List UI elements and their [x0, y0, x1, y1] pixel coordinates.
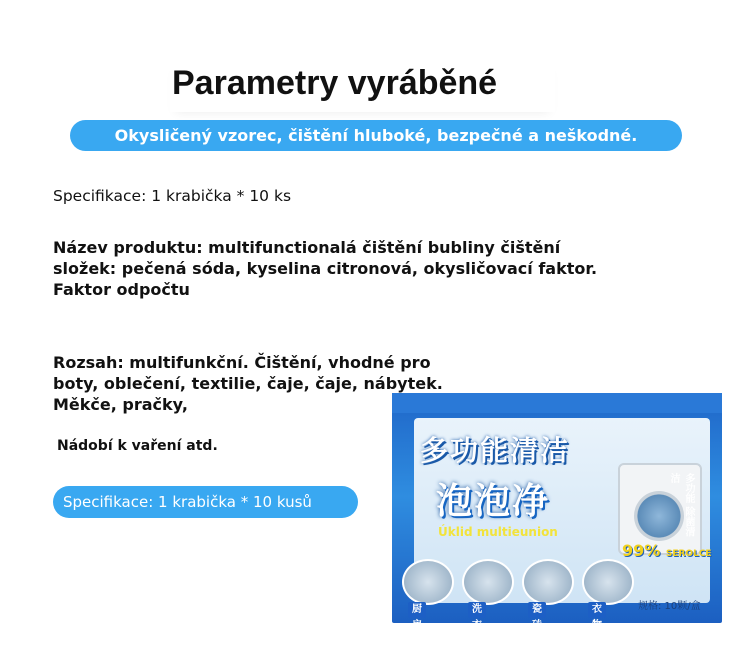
spec-line: Specifikace: 1 krabička * 10 ks	[53, 187, 292, 205]
highlight-banner: Okysličený vzorec, čištění hluboké, bezpečné a neškodné.	[70, 120, 682, 151]
box-sub-label: Úklid multieunion	[438, 525, 558, 539]
box-cn-title: 多功能清洁	[420, 434, 571, 467]
scope-block	[53, 352, 443, 415]
box-tag: 洗衣机	[468, 602, 486, 618]
box-cn-big: 泡泡净	[436, 481, 551, 522]
box-spec-cn: 规格: 10颗/盒	[638, 601, 701, 612]
box-tag: 厨房用品	[408, 602, 426, 618]
scope-line: boty, oblečení, textilie, čaje, čaje, nábytek.	[53, 374, 443, 393]
product-line: Název produktu: multifunctionalá čištění bubliny čištění	[53, 238, 561, 257]
scope-line: Rozsah: multifunkční. Čištění, vhodné pro	[53, 353, 431, 372]
box-tag: 衣物清洁	[588, 602, 606, 618]
box-percent: 99% SEROLCE	[622, 541, 712, 560]
washer-small-icon	[462, 559, 514, 605]
box-top-strip	[392, 393, 722, 413]
bottom-banner: Specifikace: 1 krabička * 10 kusů	[53, 486, 358, 518]
clothes-icon	[582, 559, 634, 605]
page-title: Parametry vyráběné	[170, 60, 555, 112]
cookware-icon	[402, 559, 454, 605]
product-box-image	[392, 393, 722, 663]
product-line: složek: pečená sóda, kyselina citronová, okysličovací faktor.	[53, 259, 598, 278]
tile-icon	[522, 559, 574, 605]
box-side-badge: 多功能 除菌清洁	[668, 473, 694, 537]
product-line: Faktor odpočtu	[53, 280, 190, 299]
box-tag: 瓷砖清洁	[528, 602, 546, 618]
cookware-line: Nádobí k vaření atd.	[57, 438, 218, 454]
scope-line: Měkče, pračky,	[53, 395, 188, 414]
product-block	[53, 237, 597, 300]
